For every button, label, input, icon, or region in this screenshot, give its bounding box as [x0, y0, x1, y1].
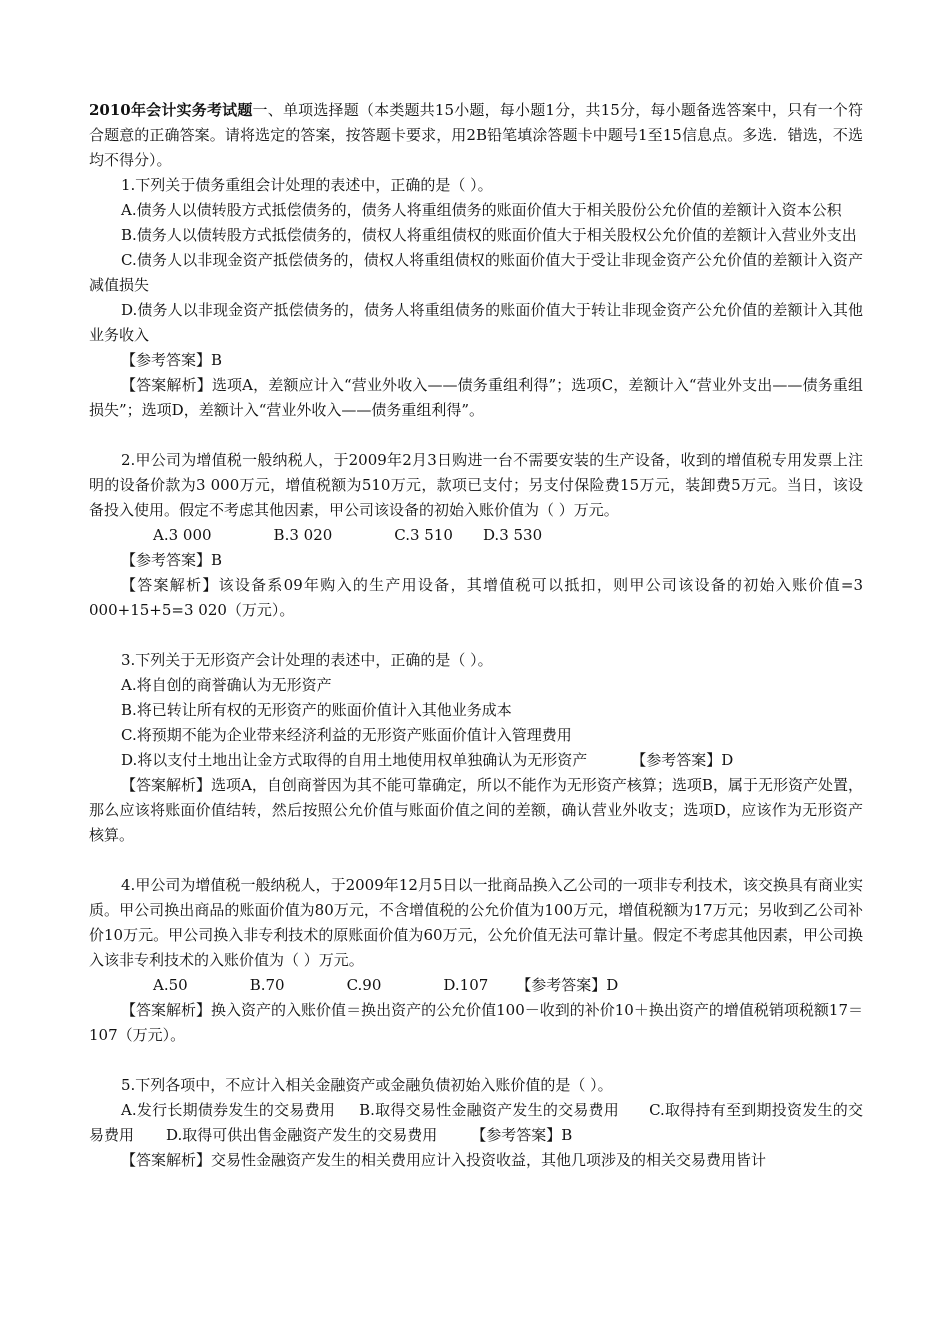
question-3-option-c: C.将预期不能为企业带来经济利益的无形资产账面价值计入管理费用 — [121, 726, 572, 744]
question-3-option-d: D.将以支付土地出让金方式取得的自用土地使用权单独确认为无形资产 — [121, 751, 588, 769]
section-instructions: 一、单项选择题（本类题共15小题，每小题1分，共15分，每小题备选答案中，只有一个符合题意的正确答案。请将选定的答案，按答题卡要求，用2B铅笔填涂答题卡中题号1至15信息点。多选．错选，不选均不得分）。 — [89, 101, 863, 169]
question-1-option-a: A.债务人以债转股方式抵偿债务的，债务人将重组债务的账面价值大于相关股份公允价值的差额计入资本公积 — [121, 201, 842, 219]
question-2-option-a: A.3 000 — [153, 526, 212, 544]
question-1-analysis: 【答案解析】选项A，差额应计入“营业外收入——债务重组利得”；选项C，差额计入“营业外支出——债务重组损失”；选项D，差额计入“营业外收入——债务重组利得”。 — [89, 376, 863, 419]
question-4-option-d: D.107 — [443, 976, 489, 994]
question-3-option-a: A.将自创的商誉确认为无形资产 — [121, 676, 332, 694]
document-page — [89, 98, 863, 1173]
intro-paragraph — [89, 98, 863, 173]
question-2-answer: 【参考答案】B — [121, 551, 223, 569]
question-2-stem: 2.甲公司为增值税一般纳税人，于2009年2月3日购进一台不需要安装的生产设备，收到的增值税专用发票上注明的设备价款为3 000万元，增值税额为510万元，款项已支付；另支付保险费15万元，装卸费5万元。当日，该设备投入使用。假定不考虑其他因素，甲公司该设备的初始入账价值为（ ）万元。 — [89, 451, 863, 519]
question-3-stem: 3.下列关于无形资产会计处理的表述中，正确的是（ ）。 — [121, 651, 493, 669]
question-2-option-b: B.3 020 — [273, 526, 333, 544]
question-5-option-d: D.取得可供出售金融资产发生的交易费用 — [166, 1126, 438, 1144]
question-2-options — [89, 523, 863, 548]
question-5-option-c: C.取得持有至到期投资发生的交易费用 — [89, 1101, 863, 1144]
question-1-option-b: B.债务人以债转股方式抵偿债务的，债权人将重组债权的账面价值大于相关股权公允价值的差额计入营业外支出 — [121, 226, 857, 244]
question-2-option-d: D.3 530 — [482, 526, 543, 544]
question-4-stem: 4.甲公司为增值税一般纳税人，于2009年12月5日以一批商品换入乙公司的一项非专利技术，该交换具有商业实质。甲公司换出商品的账面价值为80万元，不含增值税的公允价值为100万元，增值税额为17万元；另收到乙公司补价10万元。甲公司换入非专利技术的原账面价值为60万元，公允价值无法可靠计量。假定不考虑其他因素，甲公司换入该非专利技术的入账价值为（ ）万元。 — [89, 876, 863, 969]
question-2-option-c: C.3 510 — [394, 526, 453, 544]
question-5-analysis: 【答案解析】交易性金融资产发生的相关费用应计入投资收益，其他几项涉及的相关交易费用皆计 — [121, 1151, 767, 1169]
question-1-option-c: C.债务人以非现金资产抵偿债务的，债权人将重组债权的账面价值大于受让非现金资产公允价值的差额计入资产减值损失 — [89, 251, 863, 294]
question-4-option-a: A.50 — [153, 976, 188, 994]
document-title: 2010年会计实务考试题 — [89, 101, 253, 119]
question-3-option-b: B.将已转让所有权的无形资产的账面价值计入其他业务成本 — [121, 701, 512, 719]
question-1-option-d: D.债务人以非现金资产抵偿债务的，债务人将重组债务的账面价值大于转让非现金资产公允价值的差额计入其他业务收入 — [89, 301, 863, 344]
question-1-stem: 1.下列关于债务重组会计处理的表述中，正确的是（ ）。 — [121, 176, 493, 194]
question-3-answer: 【参考答案】D — [631, 751, 734, 769]
question-4-options — [89, 973, 863, 998]
paragraph-gap — [89, 623, 863, 648]
question-4-answer: 【参考答案】D — [516, 976, 619, 994]
question-4-option-c: C.90 — [346, 976, 382, 994]
question-5-answer: 【参考答案】B — [471, 1126, 573, 1144]
paragraph-gap — [89, 848, 863, 873]
question-5-stem: 5.下列各项中，不应计入相关金融资产或金融负债初始入账价值的是（ ）。 — [121, 1076, 613, 1094]
question-3-analysis: 【答案解析】选项A，自创商誉因为其不能可靠确定，所以不能作为无形资产核算；选项B，属于无形资产处置，那么应该将账面价值结转，然后按照公允价值与账面价值之间的差额，确认营业外收支；选项D，应该作为无形资产核算。 — [89, 776, 863, 844]
question-3-option-d-line — [89, 748, 863, 773]
question-5-options — [89, 1098, 863, 1148]
question-4-analysis: 【答案解析】换入资产的入账价值＝换出资产的公允价值100－收到的补价10＋换出资产的增值税销项税额17＝107（万元）。 — [89, 1001, 863, 1044]
paragraph-gap — [89, 1048, 863, 1073]
question-5-option-b: B.取得交易性金融资产发生的交易费用 — [359, 1101, 620, 1119]
question-4-option-b: B.70 — [249, 976, 285, 994]
paragraph-gap — [89, 423, 863, 448]
question-1-answer: 【参考答案】B — [121, 351, 223, 369]
question-5-option-a: A.发行长期债券发生的交易费用 — [121, 1101, 336, 1119]
question-2-analysis: 【答案解析】该设备系09年购入的生产用设备，其增值税可以抵扣，则甲公司该设备的初始入账价值=3 000+15+5=3 020（万元）。 — [89, 576, 863, 619]
